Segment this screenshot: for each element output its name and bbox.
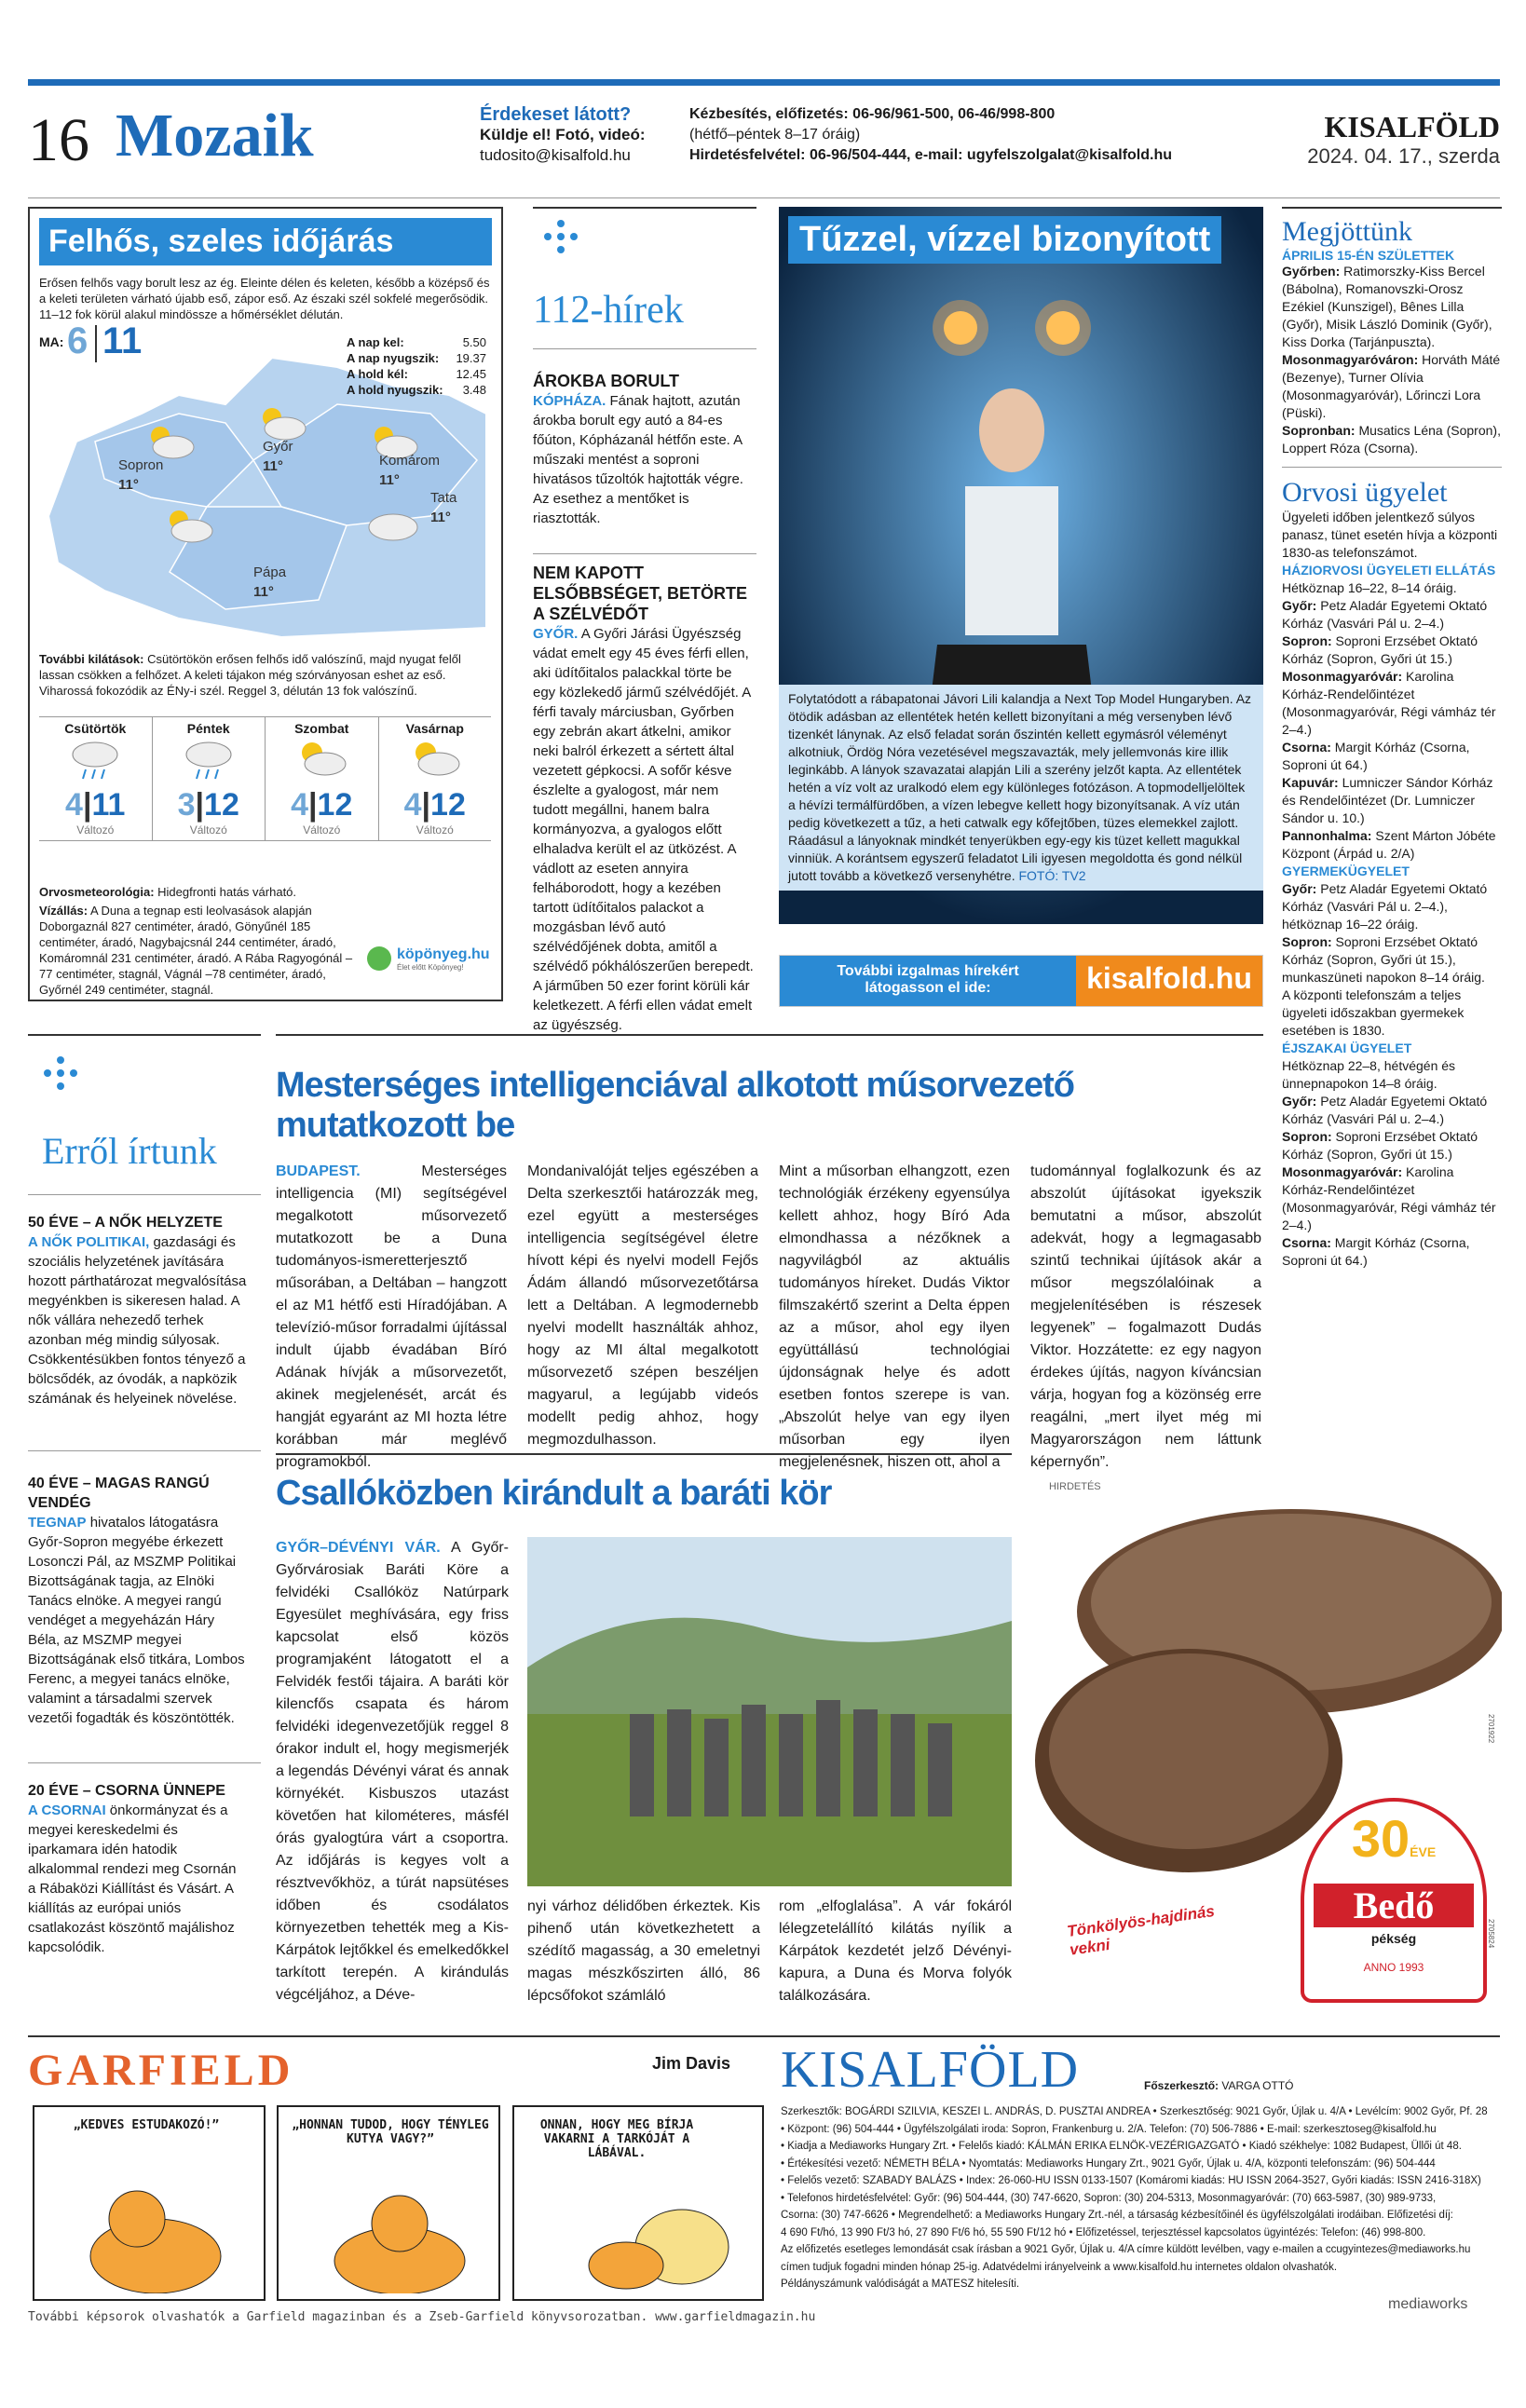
tip-email[interactable]: tudosito@kisalfold.hu xyxy=(480,146,631,164)
garfield-footer: További képsorok olvashatók a Garfield magazinban és a Zseb-Garfield könyvsorozatban. www.garfieldmagazin.hu xyxy=(28,2310,816,2324)
rain-cloud-icon xyxy=(181,736,237,782)
comic-panel: „KEDVES ESTUDAKOZÓ!” xyxy=(33,2105,266,2301)
dots-icon xyxy=(42,1054,79,1092)
tip-line: Küldje el! Fotó, videó: xyxy=(480,126,646,143)
dots-icon xyxy=(542,218,579,255)
ai-article xyxy=(276,1034,1263,1474)
ai-col: Mint a műsorban elhangzott, ezen technológiák érzékeny egyensúlya kellett ahhoz, hogy Bíró Ada elmondhassa a nézőknek a nagyvilágból az aktuális tudományos híreket. Dudás Viktor filmszakértő szerint a Delta éppen az a műsor, ahol egy ilyen együttállású technológiai újdonságnak helye és adott esetben fontos szerepe is van. „Abszolút helye van egy ilyen műsorban egy ilyen megjelenésnek, hiszen ott, ahol a xyxy=(779,1163,1010,1470)
ad-code: 2705824 xyxy=(1487,1919,1495,1949)
comic-panel: „HONNAN TUDOD, HOGY TÉNYLEG KUTYA VAGY?” xyxy=(277,2105,500,2301)
city-tata: Tata 11° xyxy=(430,490,457,525)
editor-in-chief: Főszerkesztő: VARGA OTTÓ xyxy=(1144,2079,1294,2092)
weather-outlook: További kilátások: Csütörtökön erősen felhős idő valószínű, majd nyugat felől lassan csökken a felhőzet. A keleti tájakon még szórványosan eshet az eső. Viharossá fokozódik az ÉNy-i szél. Reggel 3, délután 13 fok valószínű. xyxy=(39,652,461,698)
top-rule xyxy=(28,79,1500,86)
births-list: Győrben: Ratimorszky-Kiss Bercel (Bábolna), Romanovszki-Orosz Ezékiel (Kunszigel), Bênes Lilla (Győr), Misik László Dominik (Győr), Kiss Dorka (Tarjánpuszta). Mosonmagyaróváron: Horváth Máté (Bezenye), Turner Olívia (Mosonmagyaróvár), Lőrinczi Lora (Püski). Sopronban: Musatics Léna (Sopron), Loppert Róza (Csorna). xyxy=(1282,264,1501,456)
garfield-title: GARFIELD xyxy=(28,2046,294,2095)
tip-title: Érdekeset látott? xyxy=(480,104,632,125)
rain-cloud-icon xyxy=(67,736,123,782)
contact-info xyxy=(689,104,1172,166)
trip-col: GYŐR–DÉVÉNYI VÁR. A Győr-Győrvárosiak Baráti Köre a felvidéki Csallóköz Natúrpark Egyesület meghívására, egy friss kapcsolat első közös programjaként látogatott el a Felvidék festői tájaira. A baráti kör kilencfős csapata és három felvidéki idegenvezetőjük reggel 8 órakor indult el, hogy megismerjék a legendás Dévényi várat és annak környékét. Kisbuszos utazást követően hat kilométeres, másfél órás gyalogtúra várt a csoportra. Az időjárás is kegyes volt a résztvevőkhöz, a túrát napsütéses időben és csodálatos környezetben tehették meg a Kis-Kárpátok lejtőkkel és emelkedőkkel tarkított terepén. A kirándulás végcéljához, a Déve- xyxy=(276,1540,510,2003)
hirek-title: 112-hírek xyxy=(533,289,684,332)
trip-headline: Csallóközben kirándult a baráti kör xyxy=(276,1474,832,1513)
forecast-days xyxy=(39,716,491,841)
trip-photo xyxy=(527,1537,1012,1886)
water-levels: Vízállás: A Duna a tegnap esti leolvasások alapján Doborgaznál 827 centiméter, áradó, Gönyűnél 185 centiméter, áradó, Nagybajcsnál 244 centiméter, áradó, Komáromnál 231 centiméter, áradó. A Rába Ragyogónál –77 centiméter, stagnál, Vágnál –78 centiméter, áradó, Győrnél 249 centiméter, stagnál. xyxy=(39,904,353,997)
today-max: 11 xyxy=(102,320,143,361)
megjottunk-sub: ÁPRILIS 15-ÉN SZÜLETTEK xyxy=(1282,248,1455,263)
weather-box xyxy=(28,207,503,1001)
cloud-sun-icon xyxy=(407,736,463,782)
trip-col: rom „elfoglalása”. A vár fokáról lélegzetelállító kilátás nyílik a Kárpátok kezdetét jelző Dévényi-kapura, a Duna és Morva folyók találkozására. xyxy=(779,1898,1012,2004)
fire-title: Tűzzel, vízzel bizonyított xyxy=(788,216,1221,264)
garfield-drawing xyxy=(72,2163,239,2293)
history-item: 40 ÉVE – MAGAS RANGÚ VENDÉG TEGNAP hivatalos látogatásra Győr-Sopron megyébe érkezett Losonczi Pál, az MSZMP Politikai Bizottságának tagja, az Elnöki Tanács elnöke. A megyei rangú vendéget a megyeházán Háry Béla, az MSZMP megyei Bizottságának első titkára, Lombos Ferenc, a megyei tanács elnöke, valamint a társadalmi szervek vezetői fogadták és köszöntötték. xyxy=(28,1476,245,1726)
city-sopron: Sopron 11° xyxy=(118,457,164,493)
contact-line: Hirdetésfelvétel: 06-96/504-444, e-mail: ugyfelszolgalat@kisalfold.hu xyxy=(689,147,1173,163)
cloud-sun-icon xyxy=(253,404,309,442)
city-komarom: Komárom 11° xyxy=(379,453,441,488)
cloud-sun-icon xyxy=(293,736,349,782)
trip-article xyxy=(276,1453,1012,1514)
impressum-logo: KISALFÖLD xyxy=(781,2041,1080,2099)
promo-banner[interactable]: További izgalmas hírekért látogasson el ide: kisalfold.hu xyxy=(779,955,1263,1007)
mediaworks-logo: mediaworks xyxy=(1388,2296,1468,2312)
forecast-day: Szombat 4|12 Változó xyxy=(266,717,379,840)
ai-col: BUDAPEST. Mesterséges intelligencia (MI) segítségével megalkotott műsorvezető mutatkozott be a Duna tudományos-ismeretterjesztő műsorában, a Deltában – hangzott el az M1 hétfő esti Híradójában. A televízió-műsor forradalmi újítással indult újabb évadában Bíró Adának hívják a műsorvezetőt, akinek megjelenését, arcát és hangját egyaránt az MI hozta létre korábban már meglévő programokból. xyxy=(276,1163,507,1470)
news-item: NEM KAPOTT ELSŐBBSÉGET, BETÖRTE A SZÉLVÉDŐT GYŐR. A Győri Járási Ügyészség vádat emelt egy 45 éves férfi ellen, aki üdítőitalos palackkal törte be egy közlekedő jármű szélvédőjét. A férfi tavaly márciusban, Győrben egy zebrán akart átkelni, amikor neki balról érkezett a sértett által vezetett gépkocsi. A sofőr késve észlelte a gyalogost, már nem tudott megállni, hanem balra kormányozva, a gyalogos előtt elhaladva került el az ütközést. A vádlott az eseten annyira felháborodott, hogy a kezében tartott üdítőitalos palackot a mozgásban lévő autó szélvédőjének dobta, amitől a szélvédő pókhálószerűen berepedt. A járműben 50 ezer forint körüli kár keletkezett. A férfi ellen vádat emelt az ügyészség. xyxy=(533,564,754,1033)
history-item: 50 ÉVE – A NŐK HELYZETE A NŐK POLITIKAI, gazdasági és szociális helyzetének javítására hozott párthatározat megvalósítása megyénkben is sikeresen halad. A nők vállára nehezedő terhek azonban még mindig súlyosak. Csökkentésükben fontos tényező a bölcsődék, az óvodák, a napközik számának és helyeinek növelése. xyxy=(28,1215,247,1407)
odie-drawing xyxy=(570,2172,756,2293)
ad-code: 2701922 xyxy=(1487,1714,1495,1744)
orvosi-body: Ügyeleti időben jelentkező súlyos panasz, tünet esetén hívja a központi 1830-as telefonszámot. HÁZIORVOSI ÜGYELETI ELLÁTÁS Hétköznap 16–22, 8–14 óráig. Győr: Petz Aladár Egyetemi Oktató Kórház (Vasvári Pál u. 2–4.) Sopron: Soproni Erzsébet Oktató Kórház (Sopron, Győri út 15.) Mosonmagyaróvár: Karolina Kórház-Rendelőintézet (Mosonmagyaróvár, Régi vámház tér 2–4.) Csorna: Margit Kórház (Csorna, Soproni út 64.) Kapuvár: Lumniczer Sándor Kórház és Rendelőintézet (Dr. Lumniczer Sándor u. 10.) Pannonhalma: Szent Márton Jóbéte Központ (Árpád u. 2/A) GYERMEKÜGYELET Győr: Petz Aladár Egyetemi Oktató Kórház (Vasvári Pál u. 2–4.), hétköznap 16–22 óráig. Sopron: Soproni Erzsébet Oktató Kórház (Sopron, Győri út 15.), munkaszüneti napokon 8–14 óráig. A központi telefonszám a teljes ügyeleti időszakban gyermekek esetében is 1830. ÉJSZAKAI ÜGYELET Hétköznap 22–8, hétvégén és ünnepnapokon 14–8 óráig. Győr: Petz Aladár Egyetemi Oktató Kórház (Vasvári Pál u. 2–4.) Sopron: Soproni Erzsébet Oktató Kórház (Sopron, Győri út 15.) Mosonmagyaróvár: Karolina Kórház-Rendelőintézet (Mosonmagyaróvár, Régi vámház tér 2–4.) Csorna: Margit Kórház (Csorna, Soproni út 64.) xyxy=(1282,510,1498,1268)
ad-product: Tönkölyös-hajdinás vekni xyxy=(1066,1901,1216,1959)
hirek-column xyxy=(533,207,756,1033)
ad-label: HIRDETÉS xyxy=(1049,1481,1101,1492)
brand-block xyxy=(1307,110,1500,169)
kopenyeg-logo: köpönyeg.hu Élet előtt Köpönyeg! xyxy=(365,945,490,973)
fire-caption: Folytatódott a rábapatonai Jávori Lili kalandja a Next Top Model Hungaryben. Az ötödik adásban az ellentétek hetén kellett bizonyítani a még versenyben lévő tizenkét lánynak. Az első feladat során őszintén kellett egymásról véleményt alkotniuk, Ördög Nóra vezetésével megszavazták, mely jellemvonás kire illik leginkább. A lányok szavazatai alapján Lili a szerény jelzőt kapta. Az ellentétek hetén a víz volt az uralkodó elem egy különleges fotózáson. A topmodelljelöltek a hévízi termálfürdőben, a vízen lebegve kellett hogy bizonyítsanak. A víz után pedig következett a tűz, a heti catwalk egy kőfejtőben, tüzes elemekkel zajlott. Ráadásul a lányoknak mindkét tenyerükben egy-egy kis tüzet kellett magukkal vinniük. A korántsem egyszerű feladatot Lili igyesen megoldotta és gond nélkül jutott tovább a következő versenyhétre. FOTÓ: TV2 xyxy=(779,685,1263,891)
forecast-day: Péntek 3|12 Változó xyxy=(153,717,266,840)
sun-moon-table: A nap kel: 5.50 A nap nyugszik: 19.37 A hold kél: 12.45 A hold nyugszik: 3.48 xyxy=(347,335,486,397)
promo-site-link[interactable]: kisalfold.hu xyxy=(1076,956,1262,1006)
brand-name: KISALFÖLD xyxy=(1324,110,1500,143)
forecast-day: Csütörtök 4|11 Változó xyxy=(39,717,153,840)
contact-line: Kézbesítés, előfizetés: 06-96/961-500, 06-46/998-800 xyxy=(689,106,1056,122)
weather-intro: Erősen felhős vagy borult lesz az ég. Eleinte délen és keleten, később a középső és a keleti területen várható újabb eső, zápor eső. Az északi szél sokfelé megerősödik. 11–12 fok körül alakul mindössze a hőmérséklet délután. xyxy=(39,276,490,321)
errol-column xyxy=(28,1034,261,2021)
cloud-sun-icon xyxy=(142,423,198,460)
megjottunk-title: Megjöttünk xyxy=(1282,216,1412,247)
weather-title: Felhős, szeles időjárás xyxy=(39,218,492,265)
today-label: MA: xyxy=(39,334,64,349)
right-column xyxy=(1282,207,1502,1270)
frog-icon xyxy=(365,945,393,973)
bedo-logo: 30ÉVE Bedő pékség ANNO 1993 xyxy=(1301,1798,1487,2003)
impressum-text: Szerkesztők: BOGÁRDI SZILVIA, KESZEI L. ANDRÁS, D. PUSZTAI ANDREA • Szerkesztőség: 9021 Győr, Újlak u. 4/A • Levélcím: 9002 Győr, Pf. 28 • Központ: (96) 504-444 • Ügyfélszolgálati iroda: Sopron, Frankenburg u. 2/A. Telefon: (70) 506-7886 • E-mail: szerkesztoseg@kisalfold.hu • Kiadja a Mediaworks Hungary Zrt. • Felelős kiadó: KÁLMÁN ERIKA ELNÖK-VEZÉRIGAZGATÓ • Kiadó székhelye: 1082 Budapest, Üllői út 48. • Értékesítési vezető: NÉMETH BÉLA • Nyomtatás: Mediaworks Hungary Zrt., 9021 Győr, Újlak u. 4/A, központi telefonszám: (96) 504-444 • Felelős vezető: SZABADY BALÁZS • Index: 26-060-HU ISSN 0133-1507 (Komáromi kiadás: HU ISSN 2064-3527, Győri kiadás: ISSN 2416-318X) • Telefonos hirdetésfelvétel: Győr: (96) 504-444, (30) 747-6620, Sopron: (30) 204-5313, Mosonmagyaróvár: (70) 663-5987, (30) 989-9733, Csorna: (30) 747-6626 • Megrendelhető: a Mediaworks Hungary Zrt.-nél, a társaság kézbesítőinél és ügyfélszolgálati irodáiban. Előfizetési díj: 4 690 Ft/hó, 13 990 Ft/3 hó, 27 890 Ft/6 hó, 55 590 Ft/12 hó • Előfizetéssel, terjesztéssel kapcsolatos ügyintézés: Telefon: (46) 998-800. Az előfizetés esetleges lemondását csak írásban a 9021 Győr, Újlak u. 4/A címre küldött levélben, vagy e-mailen a ccugyintezes@mediaworks.hu címen tudjuk fogadni minden hónap 25-ig. Adatvédelmi irányelveink a www.kisalfold.hu internetes oldalon olvashatók. Példányszámunk valódiságát a MATESZ hitelesíti. xyxy=(781,2106,1488,2290)
garfield-drawing xyxy=(316,2172,484,2293)
orvosi-title: Orvosi ügyelet xyxy=(1282,477,1448,508)
city-gyor: Győr 11° xyxy=(263,439,293,474)
ai-headline: Mesterséges intelligenciával alkotott műsorvezető mutatkozott be xyxy=(276,1066,1074,1145)
issue-date: 2024. 04. 17., szerda xyxy=(1307,144,1500,168)
bedo-ad[interactable] xyxy=(1030,1481,1502,2021)
comic-panel: ONNAN, HOGY MEG BÍRJA VAKARNI A TARKÓJÁT A LÁBÁVAL. xyxy=(512,2105,764,2301)
ai-col: tudománnyal foglalkozunk és az abszolút újításokat igyekszik bemutatni a műsor, abszolút adekvát, hogy a legmagasabb szintű technikai újítások akár a műsor megszólalóinak a megjelenítésében is részesek legyenek” – fogalmazott Dudás Viktor. Hozzátette: ez egy nagyon érdekes újítás, nagyon kíváncsian várja, hogyan fog a közönség erre reagálni, „mert ilyet még mi Magyarországon nem láttunk képernyőn”. xyxy=(1030,1163,1261,1470)
forecast-day: Vasárnap 4|12 Változó xyxy=(403,721,466,837)
today-min: 6 xyxy=(67,320,89,361)
tip-box xyxy=(480,104,646,166)
page-number: 16 xyxy=(28,106,89,174)
city-papa: Pápa 11° xyxy=(253,565,287,600)
history-item: 20 ÉVE – CSORNA ÜNNEPE A CSORNAI önkormányzat és a megyei kereskedelmi és iparkamara idén hatodik alkalommal rendezi meg Csornán a Rábaközi Kiállítást és Vásárt. A kiállítás az európai uniós csatlakozást köszöntő majálishoz kapcsolódik. xyxy=(28,1783,237,1955)
med-meteo: Orvosmeteorológia: Hidegfronti hatás várható. xyxy=(39,885,297,899)
cloud-sun-icon xyxy=(160,507,216,544)
group-photo-image xyxy=(527,1537,1012,1886)
section-title: Mozaik xyxy=(116,102,314,170)
cloud-icon xyxy=(365,507,421,544)
news-item: ÁROKBA BORULT KÓPHÁZA. Fának hajtott, azután árokba borult egy autó a 84-es főúton, Kópházanál hétfőn este. A műszaki mentést a soproni hivatásos tűzoltók hajtották végre. Az esethez a mentőket is riasztották. xyxy=(533,372,743,526)
errol-title: Erről írtunk xyxy=(42,1130,217,1172)
trip-col: nyi várhoz délidőben érkeztek. Kis pihenő után következhetett a szédítő magasság, a 30 emeletnyi magas mészkőszirten álló, 86 lépcsőfokot számláló xyxy=(527,1898,760,2004)
ai-col: Mondanivalóját teljes egészében a Delta szerkesztői határozzák meg, ezel együtt a mesterséges intelligencia segítségével életre hívott képi és nyelvi modell Fejős Ádám állandó műsorvezetőtársa lett a Deltában. A legmodernebb nyelvi modellt használták ahhoz, hogy az MI által megalkotott műsorvezető szépen beszéljen magyarul, a legújabb videós modellt pedig ahhoz, hogy megmozdulhasson. xyxy=(527,1163,758,1448)
garfield-author: Jim Davis xyxy=(652,2054,731,2073)
contact-line: (hétfő–péntek 8–17 óráig) xyxy=(689,127,861,143)
